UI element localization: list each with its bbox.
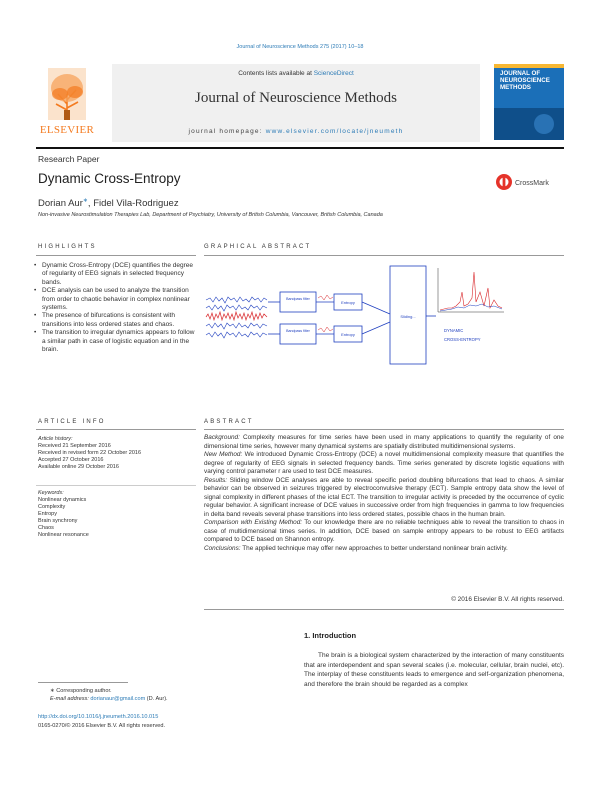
keyword-item: Nonlinear resonance [38, 532, 89, 538]
bandpass-filter-top [280, 292, 316, 312]
issn-line: 0165-0270/© 2016 Elsevier B.V. All rights reserved. [38, 723, 166, 729]
cover-strip [494, 64, 564, 68]
info-divider [36, 485, 196, 486]
highlights-heading: HIGHLIGHTS [38, 244, 97, 250]
entropy-bottom-label: Entropy [341, 332, 355, 337]
elsevier-logo-text: ELSEVIER [39, 124, 95, 136]
keyword-item: Brain synchrony [38, 518, 78, 524]
email-suffix: (D. Aur). [145, 695, 168, 702]
abstract-lead: Results: [204, 476, 228, 484]
keywords [38, 490, 198, 539]
abstract-background [204, 434, 564, 451]
highlights-rule [36, 255, 196, 256]
abstract-lead: New Method: [204, 451, 243, 458]
copyright-notice: © 2016 Elsevier B.V. All rights reserved. [451, 596, 564, 603]
highlights-list [34, 262, 199, 354]
graphical-abstract-rule [204, 255, 564, 256]
homepage-prefix: journal homepage: [188, 128, 266, 135]
history-item: Available online 29 October 2016 [38, 464, 119, 470]
article-history [38, 436, 198, 471]
paper-title: Dynamic Cross-Entropy [38, 171, 181, 186]
keywords-label: Keywords: [38, 490, 64, 496]
corresponding-author-footnote [50, 688, 290, 703]
crossmark-icon [494, 172, 564, 192]
highlight-item: • Dynamic Cross-Entropy (DCE) quantifies the degree of regularity of EEG signals in selected frequency bands. [34, 262, 199, 287]
highlight-item: • The transition to irregular dynamics appears to follow a similar path in case of logistic equation and in the brain. [34, 329, 199, 354]
eeg-traces-icon [206, 292, 268, 342]
history-label: Article history: [38, 436, 73, 442]
crossmark-label: CrossMark [515, 180, 549, 187]
highlight-item: • The presence of bifurcations is consistent with transitions into less ordered states and chaos. [34, 312, 199, 329]
article-info-heading: ARTICLE INFO [38, 419, 106, 425]
abstract-lead: Conclusions: [204, 544, 241, 552]
sciencedirect-link[interactable]: ScienceDirect [313, 70, 354, 77]
keyword-item: Nonlinear dynamics [38, 497, 87, 503]
abstract-lead: Background: [204, 434, 240, 441]
introduction-heading: 1. Introduction [304, 631, 357, 640]
dce-plot-icon [438, 268, 504, 312]
abstract-body [204, 434, 564, 553]
abstract-results [204, 477, 564, 520]
abstract-text: We introduced Dynamic Cross-Entropy (DCE) a novel multidimensional complexity measure that quantifies the degree of regularity of EEG signals in selected frequency bands. Time series generated by discrete logistic equations with varying control parameter r are used to test DCE measures. [204, 451, 564, 475]
entropy-top-label: Entropy [341, 300, 355, 305]
abstract-text: Complexity measures for time series have been used in many applications to quantify the regularity of one dimensional time series, however many dynamical systems are spatially distributed multidimensional systems. [204, 434, 564, 450]
author-2[interactable]: , Fidel Vila-Rodriguez [87, 198, 179, 210]
history-item: Received 21 September 2016 [38, 443, 111, 449]
filter-bottom-label: Bandpass filter [286, 329, 310, 333]
email-link[interactable]: dorianaur@gmail.com [90, 695, 146, 702]
abstract-bottom-rule [204, 609, 564, 610]
cover-title: JOURNAL OF NEUROSCIENCE METHODS [500, 70, 550, 91]
abstract-conclusions [204, 545, 564, 554]
graphical-abstract-figure [204, 262, 564, 370]
article-info-rule [36, 429, 196, 430]
filter-top-label: Bandpass filter [286, 297, 310, 301]
doi-link[interactable]: http://dx.doi.org/10.1016/j.jneumeth.2016.10.015 [38, 714, 159, 720]
abstract-heading: ABSTRACT [204, 419, 254, 425]
affiliation: Non-invasive Neurostimulation Therapies Lab, Department of Psychiatry, University of British Columbia, Vancouver, British Columbia, Canada [38, 212, 383, 218]
corresponding-mark[interactable]: ∗ [82, 198, 88, 204]
introduction-text: The brain is a biological system characterized by the interaction of many constituents that are interdependent and span several scales (i.e. molecular, cellular, brain nuclei, etc). The interplay of these constituents leads to emergence and self-organization phenomena, and therefore the brain should be regarded as a complex [304, 652, 564, 688]
highlight-item: • DCE analysis can be used to analyze the transition from order to chaotic behavior in complex nonlinear systems. [34, 287, 199, 312]
paper-type: Research Paper [38, 154, 100, 164]
contents-available-line [112, 70, 480, 77]
footnote-rule [38, 682, 128, 683]
dce-label-line2: CROSS-ENTROPY [444, 337, 481, 342]
footnote-corresponding: Corresponding author. [56, 688, 112, 694]
abstract-text: The applied technique may offer new approaches to better understand nonlinear brain activity. [240, 544, 508, 552]
keyword-item: Complexity [38, 504, 66, 510]
footnote-mark: ∗ [50, 688, 55, 694]
abstract-rule [204, 429, 564, 430]
abstract-new-method [204, 451, 564, 477]
authors [38, 197, 179, 209]
sliding-label: Sliding... [400, 314, 416, 319]
journal-reference[interactable]: Journal of Neuroscience Methods 275 (2017) 10–18 [236, 44, 364, 50]
email-label: E-mail address: [50, 695, 91, 702]
keyword-item: Chaos [38, 525, 54, 531]
abstract-text: To our knowledge there are no reliable techniques able to reveal the transition to chaos in case of multidimensional times series. In addition, DCE based on sample entropy appears to be robust to EEG artifacts compared to DCE based on Shannon entropy. [204, 519, 564, 543]
history-item: Accepted 27 October 2016 [38, 457, 104, 463]
abstract-comparison [204, 519, 564, 545]
keyword-item: Entropy [38, 511, 57, 517]
abstract-text: Sliding window DCE analyses are able to reveal specific period doubling bifurcations that lead to chaos. A similar behavior can be observed in seizures triggered by electroconvulsive therapy (ECT). Sample entropy data show the level of signal complexity in different phases of the ictal ECT. The transition to irregular activity is preceded by the occurrence of cyclic regular behavior. A significant increase of DCE values in successive order from high frequencies in gamma to low frequencies in delta band reveals several phase transitions into less ordered states, possible chaos in the human brain. [204, 476, 564, 518]
history-item: Received in revised form 22 October 2016 [38, 450, 142, 456]
author-1[interactable]: Dorian Aur [38, 198, 83, 210]
homepage-link[interactable]: www.elsevier.com/locate/jneumeth [265, 128, 404, 135]
journal-homepage-line [112, 128, 480, 135]
contents-prefix: Contents lists available at [238, 70, 314, 77]
header-rule [36, 147, 564, 149]
dce-label-line1: DYNAMIC [444, 328, 464, 333]
graphical-abstract-heading: GRAPHICAL ABSTRACT [204, 244, 312, 250]
bandpass-filter-bottom [280, 324, 316, 344]
abstract-lead: Comparison with Existing Method: [204, 519, 303, 526]
crossmark-button[interactable] [494, 172, 564, 192]
journal-title: Journal of Neuroscience Methods [194, 90, 398, 106]
